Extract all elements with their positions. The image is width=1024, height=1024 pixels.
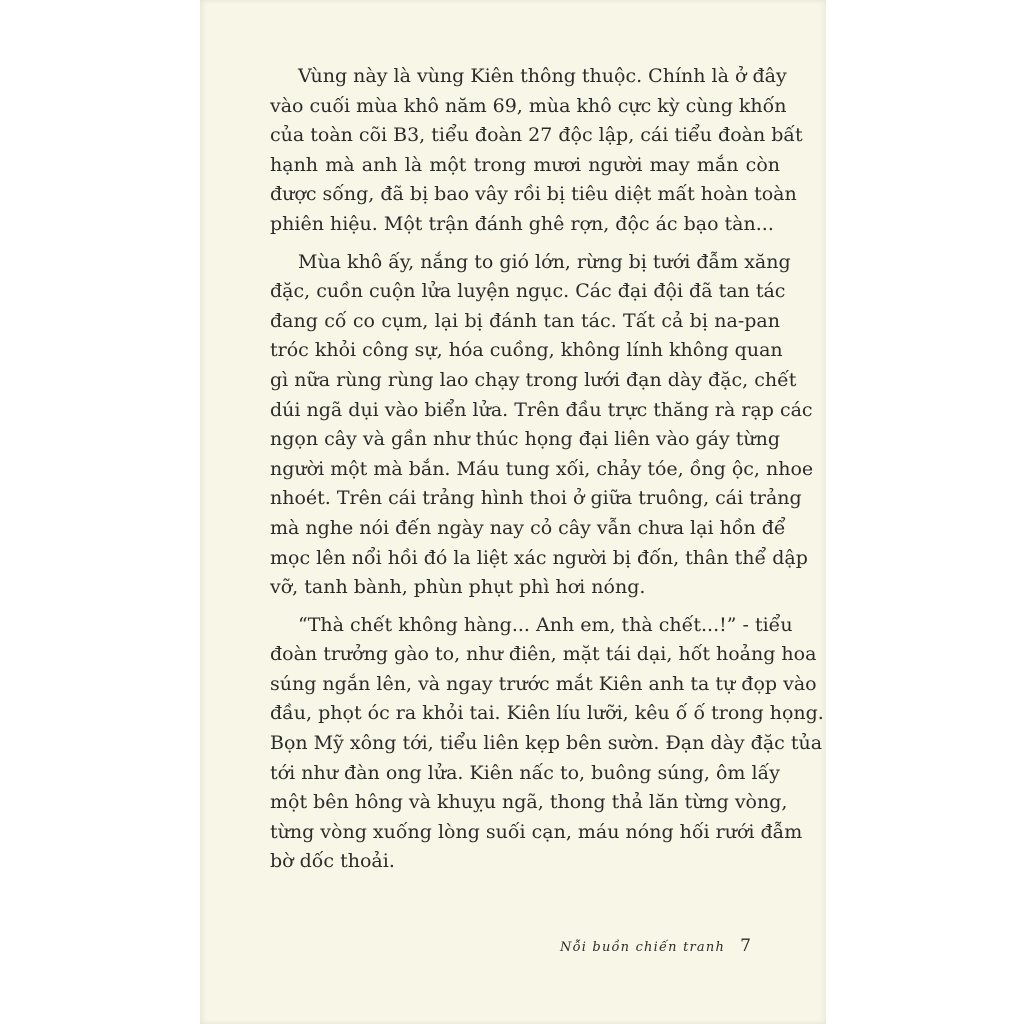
running-title: Nỗi buồn chiến tranh — [560, 940, 726, 955]
text-line: đặc, cuồn cuộn lửa luyện ngục. Các đại đội đã tan tác — [270, 280, 786, 303]
text-line: của toàn cõi B3, tiểu đoàn 27 độc lập, cái tiểu đoàn bất — [270, 124, 803, 147]
paragraph — [270, 611, 824, 877]
book-page — [200, 0, 826, 1024]
text-line: đầu, phọt óc ra khỏi tai. Kiên líu lưỡi, kêu ố ố trong họng. — [270, 702, 824, 725]
text-line: vỡ, tanh bành, phùn phụt phì hơi nóng. — [270, 576, 646, 599]
text-line: từng vòng xuống lòng suối cạn, máu nóng hối rưới đẫm — [270, 820, 803, 843]
text-line: được sống, đã bị bao vây rồi bị tiêu diệt mất hoàn toàn — [270, 183, 797, 206]
text-line: phiên hiệu. Một trận đánh ghê rợn, độc ác bạo tàn... — [270, 212, 774, 235]
page-number: 7 — [740, 936, 751, 956]
text-line: vào cuối mùa khô năm 69, mùa khô cực kỳ cùng khốn — [270, 94, 787, 117]
page-footer — [560, 936, 770, 956]
text-line: nhoét. Trên cái trảng hình thoi ở giữa truông, cái trảng — [270, 487, 802, 510]
text-line: tới như đàn ong lửa. Kiên nấc to, buông súng, ôm lấy — [270, 761, 780, 784]
text-line: một bên hông và khuỵu ngã, thong thả lăn từng vòng, — [270, 791, 788, 814]
text-line: Mùa khô ấy, nắng to gió lớn, rừng bị tưới đẫm xăng — [298, 250, 791, 273]
text-line: bờ dốc thoải. — [270, 850, 395, 873]
text-line: mọc lên nổi hồi đó la liệt xác người bị đốn, thân thể dập — [270, 546, 808, 569]
text-line: Bọn Mỹ xông tới, tiểu liên kẹp bên sườn. Đạn dày đặc tủa — [270, 732, 823, 755]
paragraph — [270, 248, 814, 603]
body-text — [270, 62, 824, 885]
paragraph — [270, 62, 803, 240]
text-line: hạnh mà anh là một trong mươi người may mắn còn — [270, 153, 780, 176]
text-line: đoàn trưởng gào to, như điên, mặt tái dại, hốt hoảng hoa — [270, 643, 817, 666]
text-line: đang cố co cụm, lại bị đánh tan tác. Tất cả bị na-pan — [270, 309, 780, 332]
text-line: “Thà chết không hàng... Anh em, thà chết...!” - tiểu — [298, 613, 793, 636]
text-line: người một mà bắn. Máu tung xối, chảy tóe, ồng ộc, nhoe — [270, 457, 814, 480]
text-line: dúi ngã dụi vào biển lửa. Trên đầu trực thăng rà rạp các — [270, 398, 813, 421]
text-line: súng ngắn lên, và ngay trước mắt Kiên anh ta tự đọp vào — [270, 672, 817, 695]
text-line: mà nghe nói đến ngày nay cỏ cây vẫn chưa lại hồn để — [270, 516, 786, 539]
text-line: Vùng này là vùng Kiên thông thuộc. Chính là ở đây — [298, 65, 787, 87]
text-line: tróc khỏi công sự, hóa cuồng, không lính không quan — [270, 339, 783, 362]
text-line: ngọn cây và gần như thúc họng đại liên vào gáy từng — [270, 428, 781, 451]
text-line: gì nữa rùng rùng lao chạy trong lưới đạn dày đặc, chết — [270, 368, 797, 391]
